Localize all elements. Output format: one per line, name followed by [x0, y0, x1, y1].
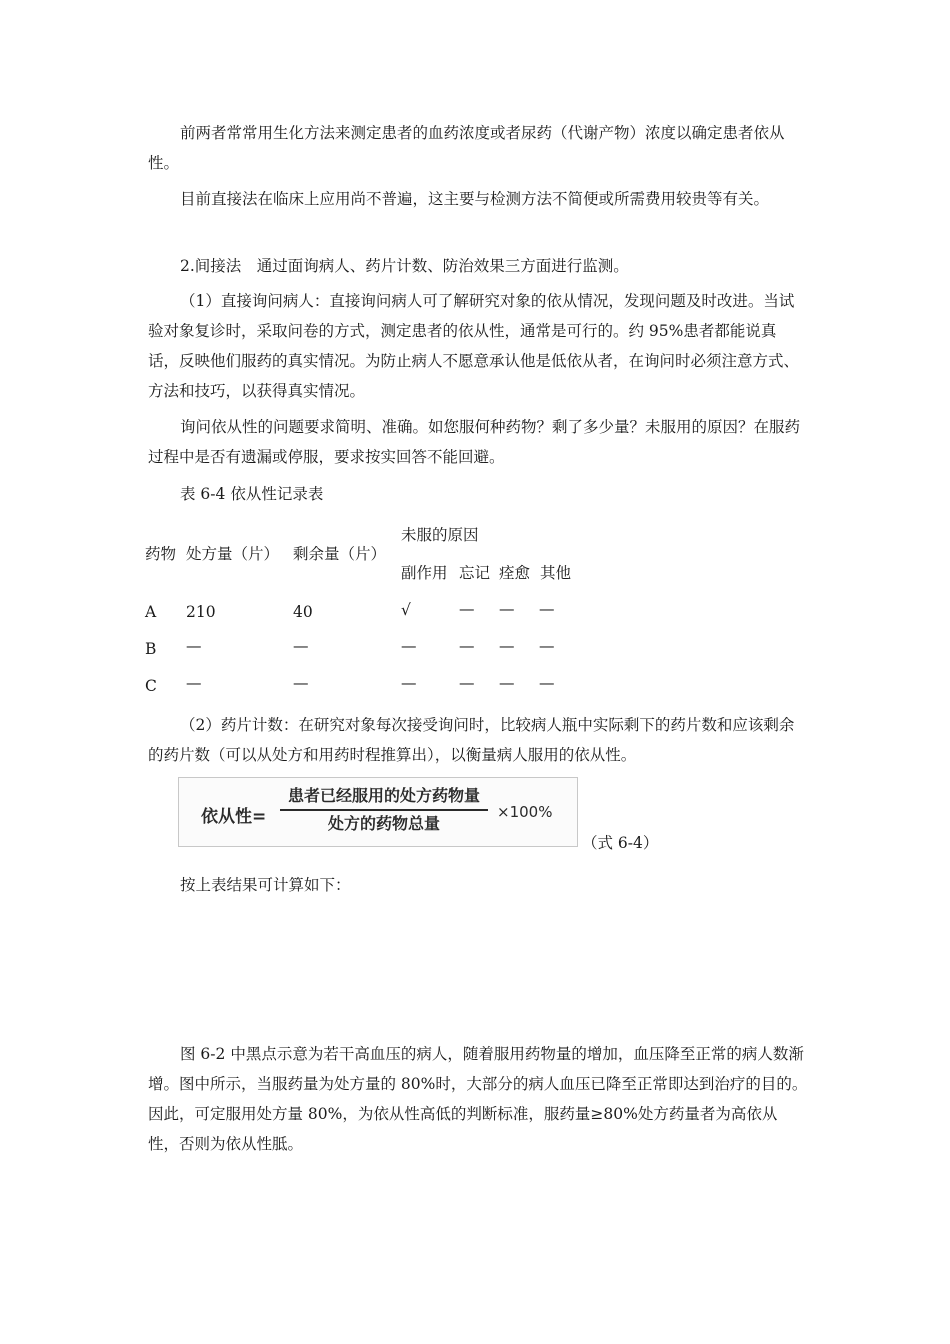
- cell-drug: A: [145, 603, 157, 621]
- formula-rhs: ×100%: [497, 803, 553, 821]
- formula-denominator: 处方的药物总量: [327, 814, 440, 833]
- formula-label: （式 6-4）: [582, 834, 659, 852]
- paragraph-pill-count: （2）药片计数：在研究对象每次接受询问时，比较病人瓶中实际剩下的药片数和应该剩余的药片数（可以从处方和用药时程推算出），以衡量病人服用的依从性。: [148, 716, 795, 764]
- paragraph-direct-method-usage: 目前直接法在临床上应用尚不普遍，这主要与检测方法不简便或所需费用较贵等有关。: [180, 190, 770, 208]
- header-recovered: 痊愈: [499, 564, 531, 582]
- paragraph-calculation-intro: 按上表结果可计算如下：: [180, 876, 351, 894]
- cell-drug: C: [145, 677, 157, 695]
- paragraph-biochemical-method: 前两者常常用生化方法来测定患者的血药浓度或者尿药（代谢产物）浓度以确定患者依从性。: [148, 124, 785, 172]
- formula-fraction: [274, 784, 494, 836]
- paragraph-direct-inquiry: （1）直接询问病人：直接询问病人可了解研究对象的依从情况，发现问题及时改进。当试验对象复诊时，采取问卷的方式，测定患者的依从性，通常是可行的。约 95%患者都能说真话，反映他们服药的真实情况。为防止病人不愿意承认他是低依从者，在询问时必须注意方式、方法和技巧，以获得真实情况。: [148, 292, 800, 400]
- header-forgot: 忘记: [459, 564, 491, 582]
- header-remaining: 剩余量（片）: [293, 545, 387, 563]
- cell-forgot: —: [459, 600, 475, 618]
- header-prescribed: 处方量（片）: [186, 545, 280, 563]
- table-caption: 表 6-4 依从性记录表: [180, 485, 324, 503]
- fraction-bar: [280, 809, 488, 811]
- cell-other: —: [539, 637, 555, 655]
- cell-drug: B: [145, 640, 157, 658]
- cell-forgot: —: [459, 674, 475, 692]
- cell-prescribed: —: [186, 637, 202, 655]
- paragraph-figure-explanation: 图 6-2 中黑点示意为若干高血压的病人，随着服用药物量的增加，血压降至正常的病人数渐增。图中所示，当服药量为处方量的 80%时，大部分的病人血压已降至正常即达到治疗的目的。因此，可定服用处方量 80%，为依从性高低的判断标准，服药量≥80%处方药量者为高依从性，否则为依从性胝。: [148, 1045, 808, 1153]
- header-side-effect: 副作用: [401, 564, 448, 582]
- formula-lhs: 依从性=: [201, 807, 267, 827]
- paragraph-indirect-method: 2.间接法 通过面询病人、药片计数、防治效果三方面进行监测。: [180, 257, 629, 275]
- header-reason-group: 未服的原因: [401, 526, 479, 544]
- cell-remaining: 40: [293, 603, 313, 621]
- paragraph-inquiry-questions: 询问依从性的问题要求简明、准确。如您服何种药物？剩了多少量？未服用的原因？在服药过程中是否有遗漏或停服，要求按实回答不能回避。: [148, 418, 801, 466]
- cell-prescribed: 210: [186, 603, 216, 621]
- cell-forgot: —: [459, 637, 475, 655]
- cell-side-effect: √: [401, 601, 411, 619]
- cell-recovered: —: [499, 600, 515, 618]
- formula-numerator: 患者已经服用的处方药物量: [287, 786, 480, 805]
- cell-recovered: —: [499, 674, 515, 692]
- header-other: 其他: [540, 564, 572, 582]
- header-drug: 药物: [145, 545, 177, 563]
- cell-side-effect: —: [401, 674, 417, 692]
- cell-recovered: —: [499, 637, 515, 655]
- cell-remaining: —: [293, 674, 309, 692]
- cell-side-effect: —: [401, 637, 417, 655]
- cell-remaining: —: [293, 637, 309, 655]
- cell-other: —: [539, 674, 555, 692]
- formula-image: [178, 777, 578, 847]
- cell-other: —: [539, 600, 555, 618]
- cell-prescribed: —: [186, 674, 202, 692]
